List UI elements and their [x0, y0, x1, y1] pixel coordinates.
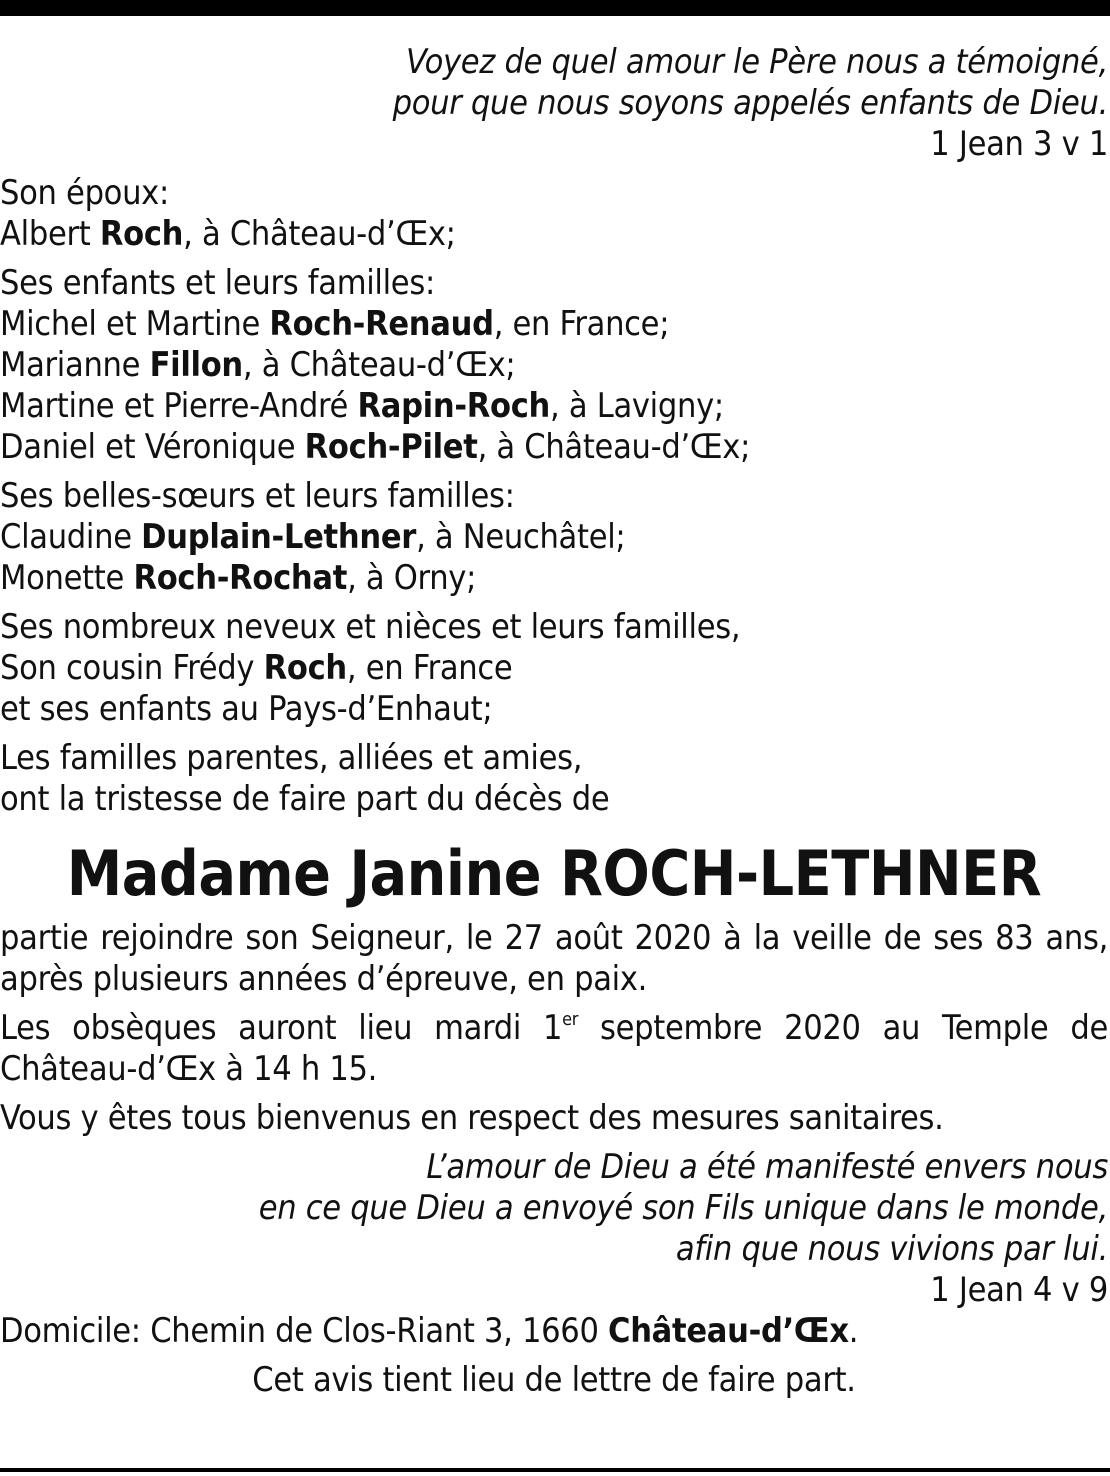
- section-heading: Ses enfants et leurs familles:: [0, 263, 435, 303]
- verse-reference: 1 Jean 3 v 1: [930, 124, 1108, 164]
- family-entry: Michel et Martine Roch-Renaud, en France;: [0, 304, 670, 344]
- families-line: ont la tristesse de faire part du décès de: [0, 779, 610, 819]
- families-section: [0, 738, 1108, 820]
- children-section: [0, 263, 1108, 468]
- relatives-line: Ses nombreux neveux et nièces et leurs familles,: [0, 607, 741, 647]
- death-notice: partie rejoindre son Seigneur, le 27 août 2020 à la veille de ses 83 ans, après plusieurs années d’épreuve, en paix.: [0, 918, 1108, 999]
- family-entry: Daniel et Véronique Roch-Pilet, à Château-d’Œx;: [0, 427, 751, 467]
- funeral-details: Les obsèques auront lieu mardi 1er septembre 2020 au Temple de Château-d’Œx à 14 h 15.: [0, 1008, 1108, 1089]
- family-entry: Son cousin Frédy Roch, en France: [0, 648, 513, 688]
- sisters-in-law-section: [0, 476, 1108, 599]
- obituary-notice: [0, 42, 1108, 1401]
- relatives-line: et ses enfants au Pays-d’Enhaut;: [0, 689, 493, 729]
- opening-verse: [0, 42, 1108, 165]
- top-rule: [0, 0, 1110, 16]
- verse-line: en ce que Dieu a envoyé son Fils unique dans le monde,: [258, 1188, 1108, 1228]
- verse-line: L’amour de Dieu a été manifesté envers nous: [426, 1147, 1108, 1187]
- verse-line: Voyez de quel amour le Père nous a témoigné,: [405, 42, 1108, 82]
- deceased-name: Madame Janine ROCH-LETHNER: [66, 837, 1042, 910]
- family-entry: Marianne Fillon, à Château-d’Œx;: [0, 345, 516, 385]
- closing-verse: [0, 1147, 1108, 1311]
- domicile-line: Domicile: Chemin de Clos-Riant 3, 1660 Château-d’Œx.: [0, 1311, 859, 1351]
- verse-reference: 1 Jean 4 v 9: [930, 1270, 1108, 1310]
- families-line: Les familles parentes, alliées et amies,: [0, 738, 583, 778]
- family-entry: Claudine Duplain-Lethner, à Neuchâtel;: [0, 517, 626, 557]
- section-heading: Son époux:: [0, 173, 169, 213]
- verse-line: pour que nous soyons appelés enfants de Dieu.: [392, 83, 1108, 123]
- family-entry: Martine et Pierre-André Rapin-Roch, à Lavigny;: [0, 386, 724, 426]
- family-entry: Monette Roch-Rochat, à Orny;: [0, 558, 477, 598]
- verse-line: afin que nous vivions par lui.: [675, 1229, 1108, 1269]
- spouse-section: [0, 173, 1108, 255]
- closing-note: Cet avis tient lieu de lettre de faire part.: [252, 1360, 856, 1400]
- relatives-section: [0, 607, 1108, 730]
- bottom-rule: [0, 1468, 1110, 1472]
- section-heading: Ses belles-sœurs et leurs familles:: [0, 476, 515, 516]
- welcome-note: Vous y êtes tous bienvenus en respect des mesures sanitaires.: [0, 1098, 944, 1138]
- family-entry: Albert Roch, à Château-d’Œx;: [0, 214, 456, 254]
